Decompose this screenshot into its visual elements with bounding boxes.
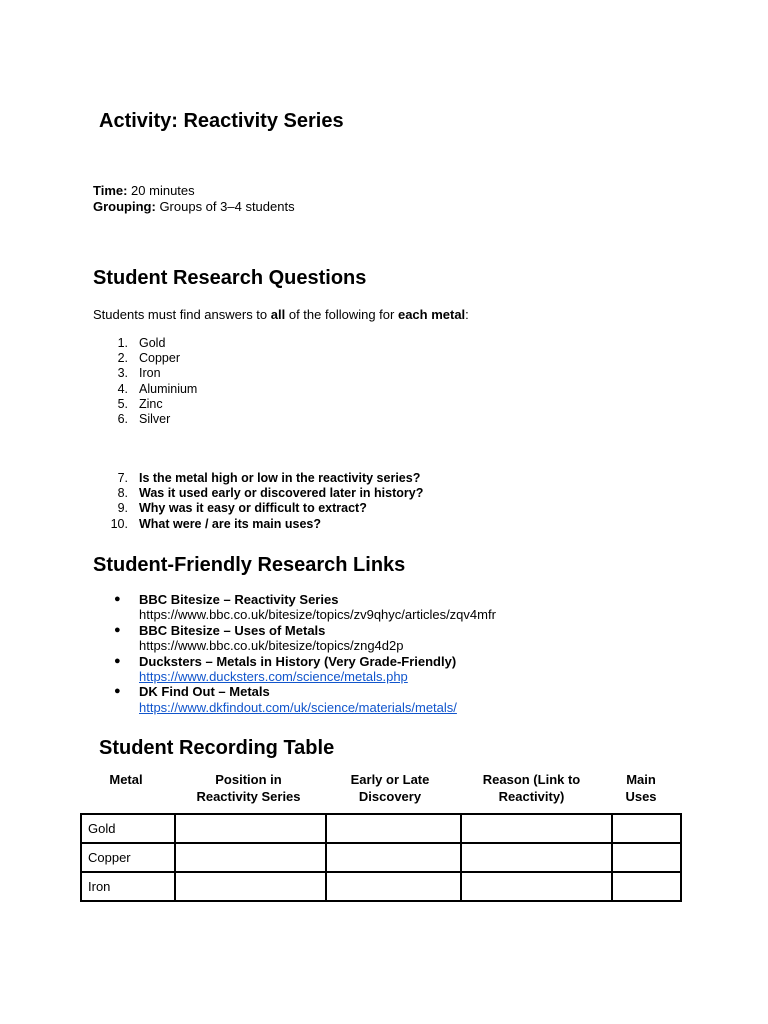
- header-text: Discovery: [358, 789, 422, 804]
- position-cell[interactable]: [175, 843, 326, 872]
- list-number: 3.: [117, 366, 128, 381]
- uses-cell[interactable]: [612, 843, 681, 872]
- table-row: [81, 814, 681, 843]
- header-text: Early or Late: [350, 772, 430, 787]
- header-position: [176, 771, 321, 805]
- position-cell[interactable]: [175, 814, 326, 843]
- header-text: Main: [626, 772, 656, 787]
- list-number: 4.: [117, 381, 128, 396]
- list-number: 1.: [117, 336, 128, 350]
- header-main-uses: [608, 771, 674, 805]
- research-heading: Student Research Questions: [93, 267, 367, 289]
- list-text: Silver: [139, 411, 171, 426]
- header-text: Metal: [109, 772, 143, 787]
- research-intro: [93, 307, 469, 323]
- header-early-late: [325, 771, 455, 805]
- list-number: 8.: [117, 486, 128, 501]
- header-text: Uses: [625, 789, 657, 804]
- grouping-label: Grouping:: [93, 199, 156, 214]
- table-row: [81, 843, 681, 872]
- list-number: 9.: [117, 501, 128, 516]
- list-text: What were / are its main uses?: [139, 516, 322, 531]
- link-title: DK Find Out – Metals: [139, 684, 270, 700]
- intro-text-e: :: [465, 307, 469, 322]
- list-text: Zinc: [139, 396, 163, 411]
- bullet-icon: ●: [114, 685, 121, 698]
- list-item: [114, 684, 634, 715]
- header-text: Reason (Link to: [482, 772, 581, 787]
- link-url[interactable]: https://www.ducksters.com/science/metals.php: [139, 669, 408, 685]
- header-text: Reactivity Series: [196, 789, 301, 804]
- intro-text-d: each metal: [397, 307, 466, 322]
- list-number: 6.: [117, 411, 128, 426]
- header-metal: [96, 771, 156, 788]
- early-late-cell[interactable]: [326, 872, 461, 901]
- reason-cell[interactable]: [461, 814, 612, 843]
- grouping-value: Groups of 3–4 students: [155, 199, 295, 214]
- intro-text-c: of the following for: [285, 307, 398, 322]
- table-heading: Student Recording Table: [99, 737, 335, 759]
- time-line: [93, 183, 195, 199]
- bullet-icon: ●: [114, 623, 121, 636]
- list-number: 2.: [117, 351, 128, 366]
- list-number: 10.: [110, 516, 128, 531]
- link-title: BBC Bitesize – Uses of Metals: [139, 622, 326, 638]
- list-number: 5.: [117, 396, 128, 411]
- uses-cell[interactable]: [612, 814, 681, 843]
- list-item: [114, 623, 634, 654]
- bullet-icon: ●: [114, 654, 121, 667]
- reason-cell[interactable]: [461, 872, 612, 901]
- list-text: Was it used early or discovered later in history?: [139, 486, 424, 501]
- list-text: Aluminium: [139, 381, 198, 396]
- time-label: Time:: [93, 183, 128, 198]
- list-text: Why was it easy or difficult to extract?: [139, 501, 367, 516]
- links-heading: Student-Friendly Research Links: [93, 554, 406, 576]
- intro-text-a: Students must find answers to: [93, 307, 271, 322]
- metal-cell: Iron: [81, 872, 175, 901]
- grouping-line: [93, 199, 295, 215]
- list-text: Is the metal high or low in the reactivity series?: [139, 471, 421, 485]
- list-item: [114, 592, 634, 623]
- list-number: 7.: [117, 471, 128, 485]
- list-text: Copper: [139, 351, 180, 366]
- reason-cell[interactable]: [461, 843, 612, 872]
- table-row: [81, 872, 681, 901]
- position-cell[interactable]: [175, 872, 326, 901]
- header-reason: [459, 771, 604, 805]
- list-text: Iron: [139, 366, 161, 381]
- header-text: Reactivity): [498, 789, 565, 804]
- link-url[interactable]: https://www.bbc.co.uk/bitesize/topics/zng4d2p: [139, 638, 404, 654]
- recording-table: [80, 813, 682, 902]
- links-list: [114, 592, 634, 715]
- header-text: Position in: [215, 772, 282, 787]
- link-title: Ducksters – Metals in History (Very Grade-Friendly): [139, 653, 457, 669]
- early-late-cell[interactable]: [326, 843, 461, 872]
- metal-cell: Gold: [81, 814, 175, 843]
- link-url[interactable]: https://www.bbc.co.uk/bitesize/topics/zv9qhyc/articles/zqv4mfr: [139, 607, 496, 623]
- link-title: BBC Bitesize – Reactivity Series: [139, 592, 339, 607]
- list-item: [114, 654, 634, 685]
- link-url[interactable]: https://www.dkfindout.com/uk/science/materials/metals/: [139, 699, 457, 715]
- metal-cell: Copper: [81, 843, 175, 872]
- list-text: Gold: [139, 336, 166, 350]
- page-title: Activity: Reactivity Series: [99, 110, 344, 132]
- time-value: 20 minutes: [127, 183, 195, 198]
- uses-cell[interactable]: [612, 872, 681, 901]
- early-late-cell[interactable]: [326, 814, 461, 843]
- intro-text-b: all: [270, 307, 286, 322]
- bullet-icon: ●: [114, 593, 121, 605]
